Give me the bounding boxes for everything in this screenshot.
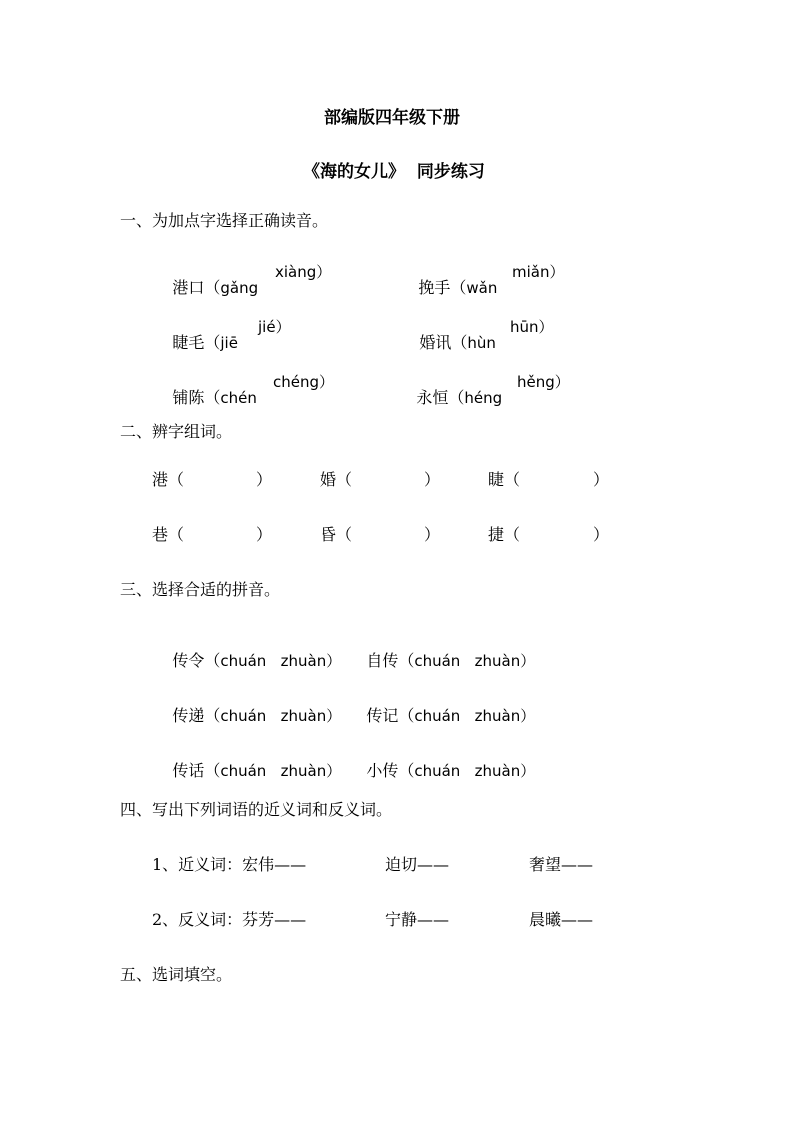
grade-title: 部编版四年级下册	[324, 108, 460, 128]
section-5-heading: 五、选词填空。	[120, 965, 233, 984]
antonym-word: 宁静——	[385, 910, 450, 929]
synonym-word: 奢望——	[529, 855, 594, 874]
pinyin-choice-item	[152, 692, 341, 740]
pinyin-choice-item	[396, 374, 502, 422]
word-blank-open: 睫（	[488, 470, 521, 489]
pinyin-choice-item	[152, 319, 238, 367]
pinyin-choice-item	[152, 637, 341, 685]
item-word: 挽手（	[418, 278, 467, 297]
option-2: xiàng）	[275, 263, 332, 281]
option-2: miǎn）	[512, 263, 565, 281]
item-word: 睫毛（	[172, 333, 221, 352]
item-options: chuán zhuàn）	[220, 762, 342, 780]
antonym-row-label: 2、反义词：芬芳——	[152, 910, 307, 929]
option-1: hùn	[467, 334, 496, 352]
item-word: 传令（	[172, 651, 221, 670]
section-4-heading: 四、写出下列词语的近义词和反义词。	[120, 800, 393, 819]
word-blank-close: ）	[424, 470, 441, 489]
item-word: 自传（	[366, 651, 415, 670]
word-blank-open: 婚（	[320, 470, 353, 489]
word-blank-close: ）	[593, 525, 610, 544]
section-2-heading: 二、辨字组词。	[120, 422, 233, 441]
item-word: 传记（	[366, 706, 415, 725]
item-word: 铺陈（	[172, 388, 221, 407]
item-options: chuán zhuàn）	[414, 707, 536, 725]
word-blank-close: ）	[593, 470, 610, 489]
option-1: héng	[464, 389, 503, 407]
pinyin-choice-item	[346, 692, 535, 740]
antonym-word: 晨曦——	[529, 910, 594, 929]
item-options: chuán zhuàn）	[414, 762, 536, 780]
word-blank-open: 港（	[152, 470, 185, 489]
synonym-word: 迫切——	[385, 855, 450, 874]
pinyin-choice-item	[346, 637, 535, 685]
option-1: chén	[220, 389, 257, 407]
option-1: gǎng	[220, 279, 259, 297]
pinyin-choice-item	[346, 747, 535, 795]
word-blank-close: ）	[256, 525, 273, 544]
word-blank-close: ）	[256, 470, 273, 489]
word-blank-close: ）	[424, 525, 441, 544]
item-options: chuán zhuàn）	[414, 652, 536, 670]
option-2: jié）	[258, 318, 291, 336]
item-options: chuán zhuàn）	[220, 707, 342, 725]
word-blank-open: 昏（	[320, 525, 353, 544]
option-1: jiē	[220, 334, 238, 352]
item-word: 传话（	[172, 761, 221, 780]
section-3-heading: 三、选择合适的拼音。	[120, 580, 281, 599]
option-2: chéng）	[273, 373, 335, 391]
option-1: wǎn	[466, 279, 498, 297]
item-word: 永恒（	[416, 388, 465, 407]
pinyin-choice-item	[152, 374, 257, 422]
section-1-heading: 一、为加点字选择正确读音。	[120, 211, 329, 230]
lesson-title: 《海的女儿》 同步练习	[303, 162, 485, 182]
item-word: 婚讯（	[419, 333, 468, 352]
item-options: chuán zhuàn）	[220, 652, 342, 670]
pinyin-choice-item	[399, 319, 496, 367]
synonym-row-label: 1、近义词：宏伟——	[152, 855, 307, 874]
word-blank-open: 捷（	[488, 525, 521, 544]
pinyin-choice-item	[398, 264, 497, 312]
pinyin-choice-item	[152, 264, 258, 312]
option-2: hūn）	[510, 318, 554, 336]
item-word: 港口（	[172, 278, 221, 297]
item-word: 小传（	[366, 761, 415, 780]
item-word: 传递（	[172, 706, 221, 725]
pinyin-choice-item	[152, 747, 341, 795]
word-blank-open: 巷（	[152, 525, 185, 544]
option-2: hěng）	[517, 373, 570, 391]
